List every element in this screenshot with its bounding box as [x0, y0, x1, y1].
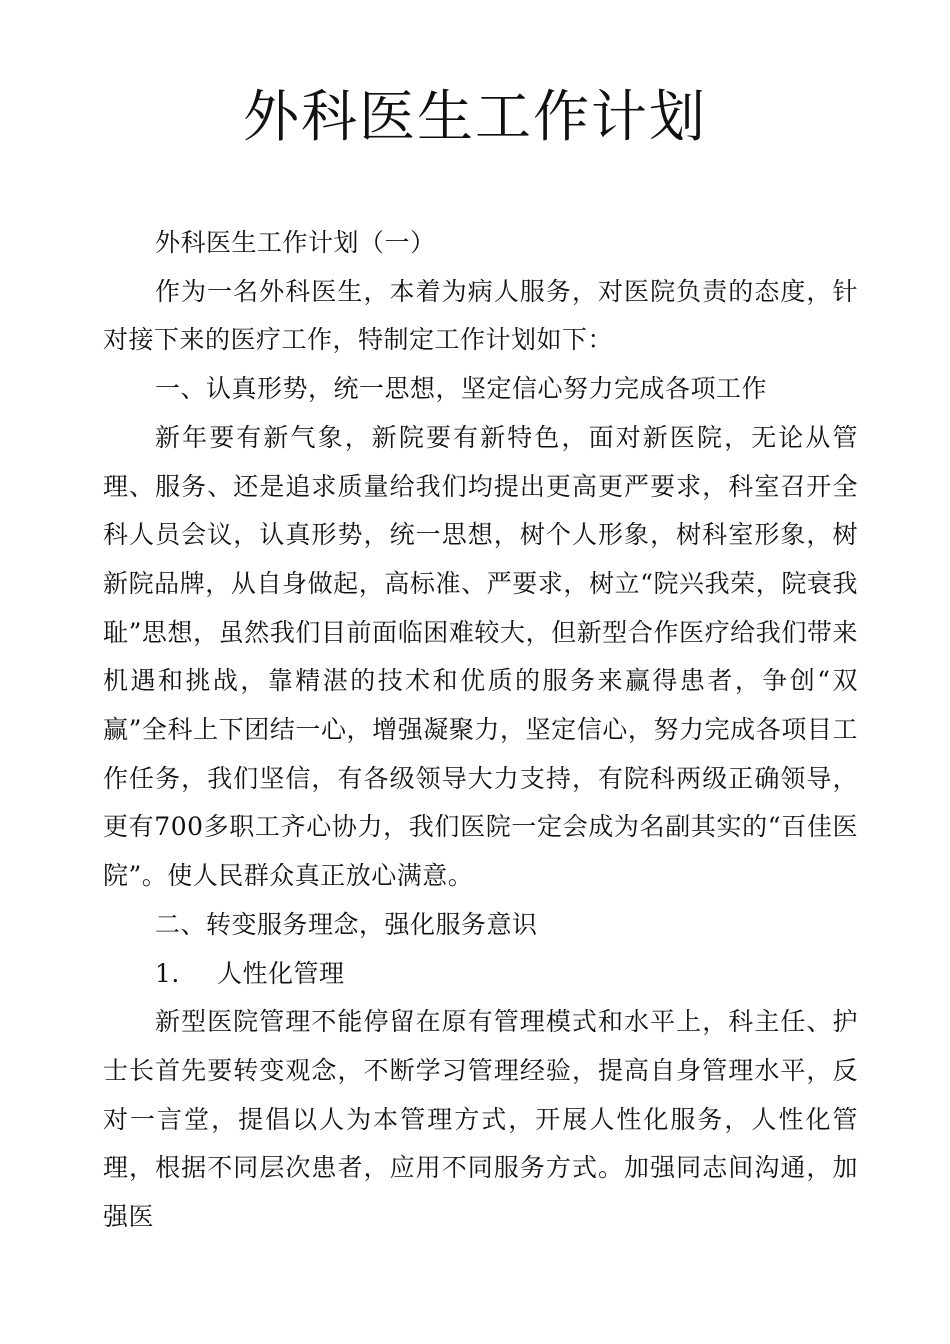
list-number: 1. — [155, 958, 180, 988]
paragraph-heading-one: 一、认真形势，统一思想，坚定信心努力完成各项工作 — [155, 374, 768, 404]
paragraph-management: 新型医院管理不能停留在原有管理模式和水平上，科主任、护士长首先要转变观念，不断学习管理经验，提高自身管理水平，反对一言堂，提倡以人为本管理方式，开展人性化服务，人性化管理，根据不同层次患者，应用不同服务方式。加强同志间沟通，加强医 — [103, 1007, 858, 1232]
paragraph-intro: 作为一名外科医生，本着为病人服务，对医院负责的态度，针对接下来的医疗工作，特制定工作计划如下： — [103, 276, 858, 355]
paragraph-new-year: 新年要有新气象，新院要有新特色，面对新医院，无论从管理、服务、还是追求质量给我们均提出更高更严要求，科室召开全科人员会议，认真形势，统一思想，树个人形象，树科室形象，树新院品牌，从自身做起，高标准、严要求，树立“院兴我荣，院衰我耻”思想，虽然我们目前面临困难较大，但新型合作医疗给我们带来机遇和挑战，靠精湛的技术和优质的服务来赢得患者，争创“双赢”全科上下团结一心，增强凝聚力，坚定信心，努力完成各项目工作任务，我们坚信，有各级领导大力支持，有院科两级正确领导，更有700多职工齐心协力，我们医院一定会成为名副其实的“百佳医院”。使人民群众真正放心满意。 — [103, 422, 858, 891]
document-title: 外科医生工作计划 — [243, 85, 707, 150]
list-item-text: 人性化管理 — [217, 958, 345, 988]
paragraph-item-one — [103, 950, 858, 999]
paragraph-heading-two: 二、转变服务理念，强化服务意识 — [155, 909, 538, 939]
paragraph-section-heading: 外科医生工作计划（一） — [155, 228, 436, 257]
document-body — [103, 219, 858, 1242]
